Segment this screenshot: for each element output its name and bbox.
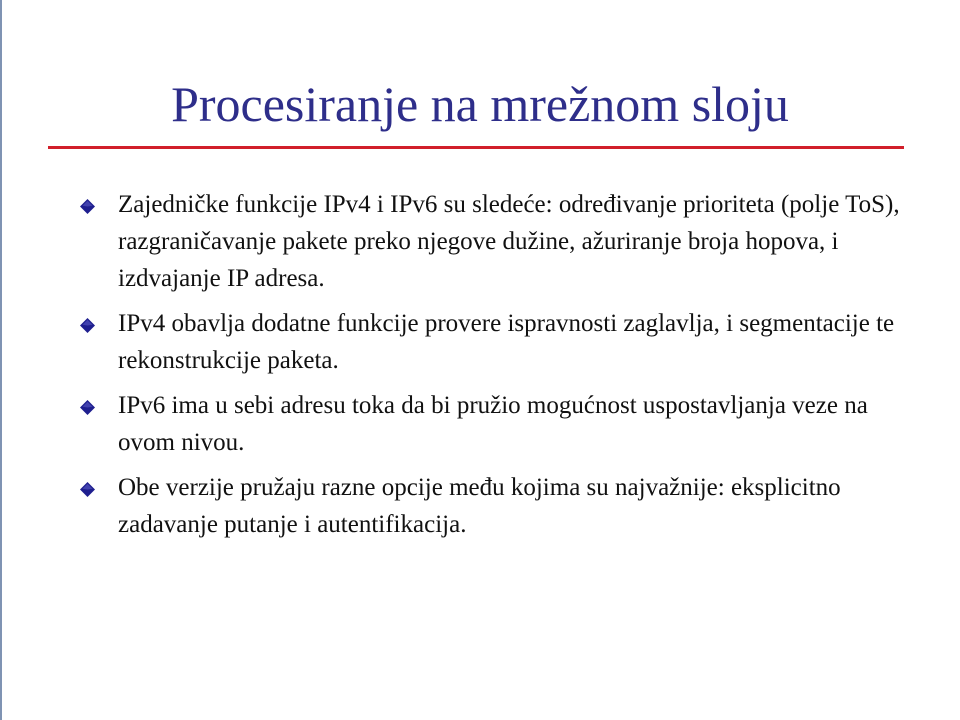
bullet-text: Zajedničke funkcije IPv4 i IPv6 su sledeće: određivanje prioriteta (polje ToS), razgraničavanje pakete preko njegove dužine, ažuriranje broja hopova, i izdvajanje IP adresa. xyxy=(118,191,900,292)
diamond-bullet-icon xyxy=(80,400,95,415)
title-underline xyxy=(48,146,904,149)
bullet-item xyxy=(80,469,900,543)
bullet-text: IPv6 ima u sebi adresu toka da bi pružio mogućnost uspostavljanja veze na ovom nivou. xyxy=(118,392,868,456)
bullet-item xyxy=(80,305,900,379)
diamond-bullet-icon xyxy=(80,318,95,333)
bullet-item xyxy=(80,186,900,297)
slide-title: Procesiranje na mrežnom sloju xyxy=(171,76,789,132)
diamond-bullet-icon xyxy=(80,482,95,497)
diamond-bullet-icon xyxy=(80,199,95,214)
bullet-text: IPv4 obavlja dodatne funkcije provere ispravnosti zaglavlja, i segmentacije te rekonstrukcije paketa. xyxy=(118,310,895,374)
bullet-list xyxy=(80,186,900,551)
bullet-item xyxy=(80,387,900,461)
bullet-text: Obe verzije pružaju razne opcije među kojima su najvažnije: eksplicitno zadavanje putanje i autentifikacija. xyxy=(118,474,841,538)
